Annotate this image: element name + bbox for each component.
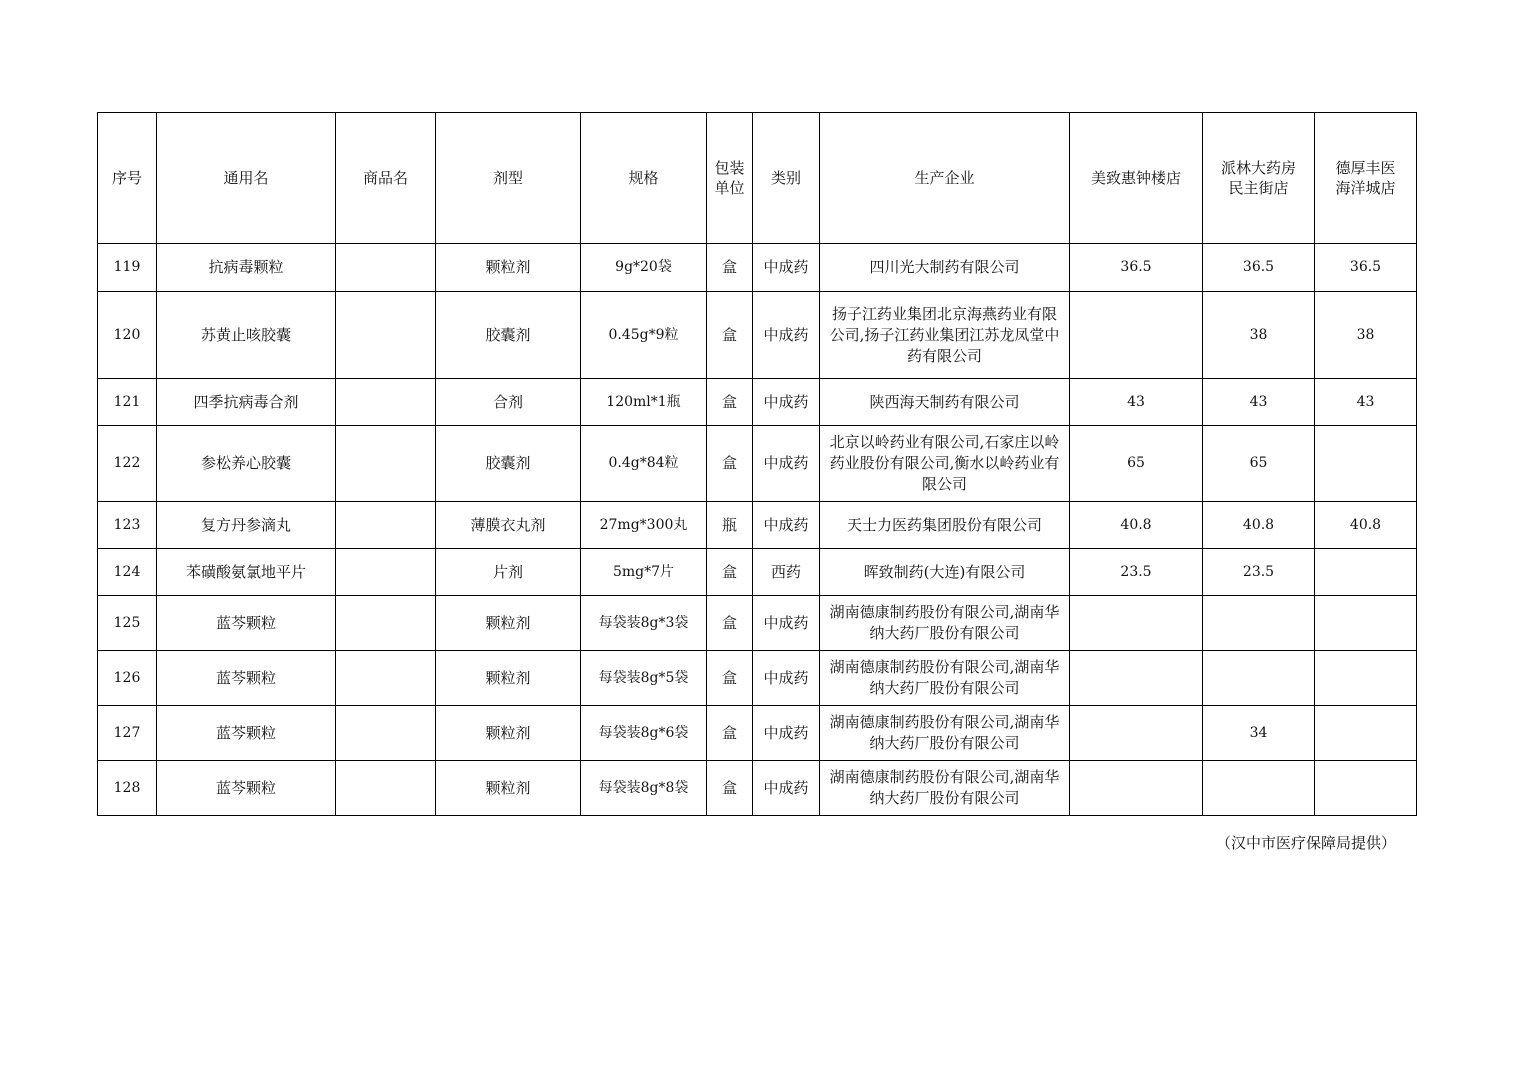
cell-store-meizhihui: 40.8 <box>1070 502 1203 549</box>
cell-specification: 每袋装8g*6袋 <box>581 706 707 761</box>
cell-specification: 5mg*7片 <box>581 549 707 596</box>
cell-index: 124 <box>98 549 157 596</box>
cell-index: 122 <box>98 426 157 502</box>
cell-trade-name <box>336 502 436 549</box>
cell-package-unit: 盒 <box>707 379 753 426</box>
header-manufacturer: 生产企业 <box>820 113 1070 244</box>
cell-package-unit: 盒 <box>707 761 753 816</box>
cell-store-dehoufeng <box>1315 761 1417 816</box>
cell-category: 中成药 <box>753 426 820 502</box>
cell-specification: 0.4g*84粒 <box>581 426 707 502</box>
cell-store-dehoufeng <box>1315 651 1417 706</box>
cell-trade-name <box>336 706 436 761</box>
cell-index: 121 <box>98 379 157 426</box>
table-row <box>98 502 1417 549</box>
cell-dosage-form: 薄膜衣丸剂 <box>436 502 581 549</box>
cell-generic-name: 参松养心胶囊 <box>157 426 336 502</box>
cell-store-pailin: 65 <box>1203 426 1315 502</box>
cell-dosage-form: 颗粒剂 <box>436 706 581 761</box>
cell-package-unit: 盒 <box>707 426 753 502</box>
cell-manufacturer: 湖南德康制药股份有限公司,湖南华纳大药厂股份有限公司 <box>820 706 1070 761</box>
cell-dosage-form: 片剂 <box>436 549 581 596</box>
cell-manufacturer: 晖致制药(大连)有限公司 <box>820 549 1070 596</box>
cell-store-meizhihui <box>1070 651 1203 706</box>
cell-manufacturer: 北京以岭药业有限公司,石家庄以岭药业股份有限公司,衡水以岭药业有限公司 <box>820 426 1070 502</box>
header-package-unit: 包装 单位 <box>707 113 753 244</box>
header-category: 类别 <box>753 113 820 244</box>
table-body <box>98 244 1417 816</box>
cell-store-meizhihui: 23.5 <box>1070 549 1203 596</box>
cell-trade-name <box>336 426 436 502</box>
cell-index: 123 <box>98 502 157 549</box>
cell-store-dehoufeng <box>1315 549 1417 596</box>
cell-category: 中成药 <box>753 596 820 651</box>
cell-store-dehoufeng: 38 <box>1315 292 1417 379</box>
header-store-dehoufeng: 德厚丰医 海洋城店 <box>1315 113 1417 244</box>
cell-store-meizhihui <box>1070 706 1203 761</box>
cell-store-pailin <box>1203 651 1315 706</box>
cell-store-meizhihui: 43 <box>1070 379 1203 426</box>
cell-manufacturer: 陕西海天制药有限公司 <box>820 379 1070 426</box>
cell-package-unit: 盒 <box>707 549 753 596</box>
header-row <box>98 113 1417 244</box>
cell-index: 126 <box>98 651 157 706</box>
cell-specification: 每袋装8g*8袋 <box>581 761 707 816</box>
cell-specification: 9g*20袋 <box>581 244 707 292</box>
cell-manufacturer: 湖南德康制药股份有限公司,湖南华纳大药厂股份有限公司 <box>820 651 1070 706</box>
cell-store-meizhihui <box>1070 761 1203 816</box>
cell-index: 127 <box>98 706 157 761</box>
cell-generic-name: 抗病毒颗粒 <box>157 244 336 292</box>
cell-generic-name: 苯磺酸氨氯地平片 <box>157 549 336 596</box>
table-row <box>98 706 1417 761</box>
cell-package-unit: 盒 <box>707 706 753 761</box>
cell-store-dehoufeng <box>1315 426 1417 502</box>
cell-generic-name: 蓝芩颗粒 <box>157 706 336 761</box>
cell-store-pailin: 34 <box>1203 706 1315 761</box>
cell-generic-name: 蓝芩颗粒 <box>157 596 336 651</box>
cell-manufacturer: 湖南德康制药股份有限公司,湖南华纳大药厂股份有限公司 <box>820 761 1070 816</box>
cell-dosage-form: 胶囊剂 <box>436 426 581 502</box>
cell-index: 120 <box>98 292 157 379</box>
cell-manufacturer: 四川光大制药有限公司 <box>820 244 1070 292</box>
header-specification: 规格 <box>581 113 707 244</box>
cell-category: 中成药 <box>753 706 820 761</box>
cell-trade-name <box>336 761 436 816</box>
cell-dosage-form: 颗粒剂 <box>436 596 581 651</box>
table-row <box>98 549 1417 596</box>
cell-category: 中成药 <box>753 761 820 816</box>
cell-generic-name: 苏黄止咳胶囊 <box>157 292 336 379</box>
header-generic-name: 通用名 <box>157 113 336 244</box>
cell-package-unit: 盒 <box>707 292 753 379</box>
cell-dosage-form: 胶囊剂 <box>436 292 581 379</box>
cell-store-meizhihui: 36.5 <box>1070 244 1203 292</box>
cell-package-unit: 瓶 <box>707 502 753 549</box>
cell-category: 中成药 <box>753 651 820 706</box>
footer-note: （汉中市医疗保障局提供） <box>1215 834 1396 852</box>
cell-store-dehoufeng: 36.5 <box>1315 244 1417 292</box>
cell-store-pailin: 38 <box>1203 292 1315 379</box>
cell-store-pailin: 43 <box>1203 379 1315 426</box>
cell-dosage-form: 颗粒剂 <box>436 651 581 706</box>
cell-category: 中成药 <box>753 379 820 426</box>
cell-generic-name: 四季抗病毒合剂 <box>157 379 336 426</box>
cell-generic-name: 蓝芩颗粒 <box>157 761 336 816</box>
price-table <box>97 112 1417 816</box>
cell-store-dehoufeng <box>1315 706 1417 761</box>
cell-store-meizhihui <box>1070 596 1203 651</box>
header-dosage-form: 剂型 <box>436 113 581 244</box>
header-store-meizhihui: 美致惠钟楼店 <box>1070 113 1203 244</box>
cell-package-unit: 盒 <box>707 596 753 651</box>
cell-specification: 每袋装8g*5袋 <box>581 651 707 706</box>
cell-store-pailin: 40.8 <box>1203 502 1315 549</box>
cell-category: 西药 <box>753 549 820 596</box>
cell-store-meizhihui <box>1070 292 1203 379</box>
cell-trade-name <box>336 549 436 596</box>
cell-trade-name <box>336 596 436 651</box>
cell-generic-name: 复方丹参滴丸 <box>157 502 336 549</box>
cell-store-meizhihui: 65 <box>1070 426 1203 502</box>
header-store-pailin: 派林大药房 民主街店 <box>1203 113 1315 244</box>
cell-store-pailin <box>1203 761 1315 816</box>
cell-category: 中成药 <box>753 502 820 549</box>
table-row <box>98 651 1417 706</box>
table-row <box>98 244 1417 292</box>
cell-package-unit: 盒 <box>707 651 753 706</box>
cell-dosage-form: 颗粒剂 <box>436 244 581 292</box>
cell-package-unit: 盒 <box>707 244 753 292</box>
table-row <box>98 426 1417 502</box>
cell-dosage-form: 颗粒剂 <box>436 761 581 816</box>
table-row <box>98 292 1417 379</box>
cell-trade-name <box>336 651 436 706</box>
cell-store-pailin: 36.5 <box>1203 244 1315 292</box>
table-row <box>98 379 1417 426</box>
cell-manufacturer: 扬子江药业集团北京海燕药业有限公司,扬子江药业集团江苏龙凤堂中药有限公司 <box>820 292 1070 379</box>
cell-trade-name <box>336 292 436 379</box>
header-trade-name: 商品名 <box>336 113 436 244</box>
cell-store-dehoufeng: 43 <box>1315 379 1417 426</box>
cell-specification: 27mg*300丸 <box>581 502 707 549</box>
cell-trade-name <box>336 379 436 426</box>
cell-specification: 120ml*1瓶 <box>581 379 707 426</box>
table-row <box>98 596 1417 651</box>
cell-store-pailin: 23.5 <box>1203 549 1315 596</box>
cell-category: 中成药 <box>753 292 820 379</box>
cell-index: 125 <box>98 596 157 651</box>
cell-index: 128 <box>98 761 157 816</box>
cell-category: 中成药 <box>753 244 820 292</box>
cell-store-dehoufeng: 40.8 <box>1315 502 1417 549</box>
cell-manufacturer: 湖南德康制药股份有限公司,湖南华纳大药厂股份有限公司 <box>820 596 1070 651</box>
cell-specification: 0.45g*9粒 <box>581 292 707 379</box>
cell-index: 119 <box>98 244 157 292</box>
header-index: 序号 <box>98 113 157 244</box>
table-row <box>98 761 1417 816</box>
cell-store-dehoufeng <box>1315 596 1417 651</box>
cell-manufacturer: 天士力医药集团股份有限公司 <box>820 502 1070 549</box>
cell-specification: 每袋装8g*3袋 <box>581 596 707 651</box>
cell-trade-name <box>336 244 436 292</box>
cell-generic-name: 蓝芩颗粒 <box>157 651 336 706</box>
cell-store-pailin <box>1203 596 1315 651</box>
cell-dosage-form: 合剂 <box>436 379 581 426</box>
